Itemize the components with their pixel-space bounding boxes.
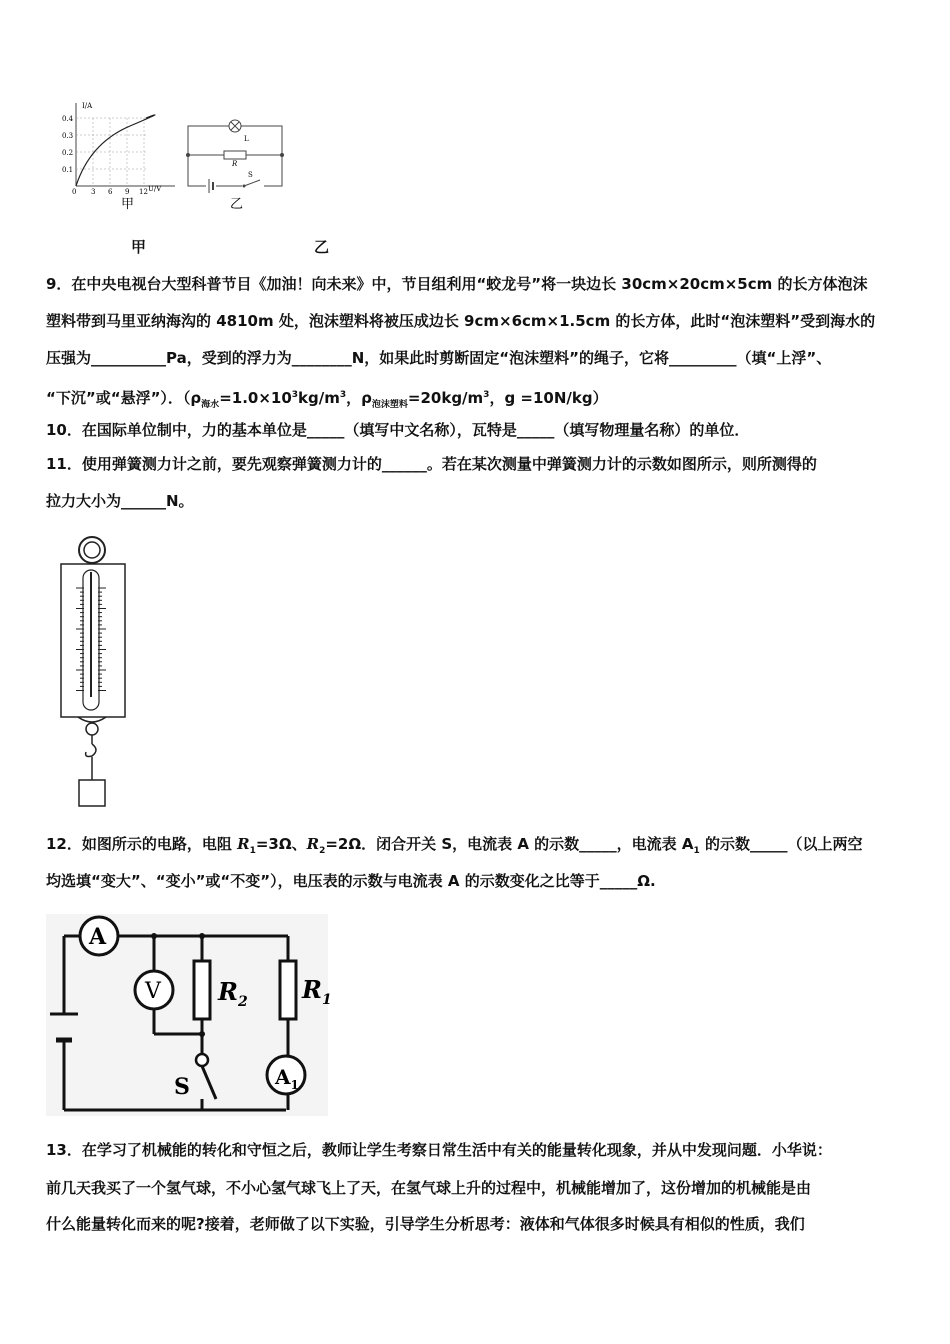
question-10-line: 10．在国际单位制中，力的基本单位是_____（填写中文名称），瓦特是_____（填写物理量名称）的单位． <box>46 421 750 439</box>
question-9-line: 塑料带到马里亚纳海沟的 4810m 处，泡沫塑料将被压成边长 9cm×6cm×1.5cm 的长方体，此时“泡沫塑料”受到海水的 <box>46 312 876 330</box>
graph-ytick: 0.4 <box>62 115 74 123</box>
lamp-label: L <box>244 135 249 143</box>
figure-caption-left: 甲 <box>131 238 147 256</box>
graph-xtick: 3 <box>91 188 96 196</box>
question-13-line: 前几天我买了一个氢气球，不小心氢气球飞上了天，在氢气球上升的过程中，机械能增加了，这份增加的机械能是由 <box>46 1179 812 1197</box>
iu-graph-figure <box>60 98 180 213</box>
figure-caption-right: 乙 <box>314 238 330 256</box>
question-13-line: 什么能量转化而来的呢?接着，老师做了以下实验，引导学生分析思考：液体和气体很多时候具有相似的性质，我们 <box>46 1215 805 1233</box>
question-12-line: 12．如图所示的电路，电阻 $R_1=3\Omega$、$R_2=2\Omega$．闭合开关 S，电流表 A 的示数_____，电流表 $A_1$ 的示数_____（以上两空 <box>46 835 863 856</box>
question-13-line: 13．在学习了机械能的转化和守恒之后，教师让学生考察日常生活中有关的能量转化现象，并从中发现问题．小华说： <box>46 1141 832 1159</box>
graph-ylabel: I/A <box>82 102 93 110</box>
lamp-resistor-circuit-figure <box>182 114 292 214</box>
switch-s-label: S <box>174 1074 190 1100</box>
switch-label: S <box>248 171 253 179</box>
question-11-line: 11．使用弹簧测力计之前，要先观察弹簧测力计的______。若在某次测量中弹簧测力计的示数如图所示，则所测得的 <box>46 455 817 473</box>
question-9-line: 压强为__________Pa，受到的浮力为________N，如果此时剪断固定“泡沫塑料”的绳子，它将_________（填“上浮”、 <box>46 349 832 367</box>
voltmeter-label: V <box>145 979 161 1004</box>
question-12-line: 均选填“变大”、“变小”或“不变”），电压表的示数与电流表 A 的示数变化之比等于_____Ω. <box>46 872 656 890</box>
ammeter1-label: $A_1$ <box>275 1065 299 1092</box>
graph-xtick: 9 <box>125 188 130 196</box>
r2-label: $R_2$ <box>218 977 248 1010</box>
r1-label: $R_1$ <box>302 975 332 1008</box>
graph-ytick: 0.3 <box>62 132 74 140</box>
graph-xtick: 0 <box>72 188 77 196</box>
graph-xtick: 6 <box>108 188 113 196</box>
resistor-label: R <box>232 160 238 168</box>
graph-ytick: 0.1 <box>62 166 74 174</box>
graph-xtick: 12 <box>139 188 148 196</box>
graph-ytick: 0.2 <box>62 149 74 157</box>
ammeter-label: A <box>89 924 107 950</box>
question-9-line: 9．在中央电视台大型科普节目《加油！向未来》中，节目组利用“蛟龙号”将一块边长 30cm×20cm×5cm 的长方体泡沫 <box>46 275 868 293</box>
circuit-diagram <box>46 914 332 1116</box>
graph-inner-caption: 甲 <box>121 197 135 212</box>
question-11-line: 拉力大小为______N。 <box>46 492 194 510</box>
graph-xlabel: U/V <box>148 185 162 193</box>
question-9-constants: “下沉”或“悬浮”）．（$\rho_{海水}=1.0\times 10^3kg/m^3$，$\rho_{泡沫塑料}=20kg/m^3$，g =10N/kg） <box>46 389 608 410</box>
circuit-inner-caption: 乙 <box>230 197 244 212</box>
spring-scale-figure <box>50 532 140 817</box>
